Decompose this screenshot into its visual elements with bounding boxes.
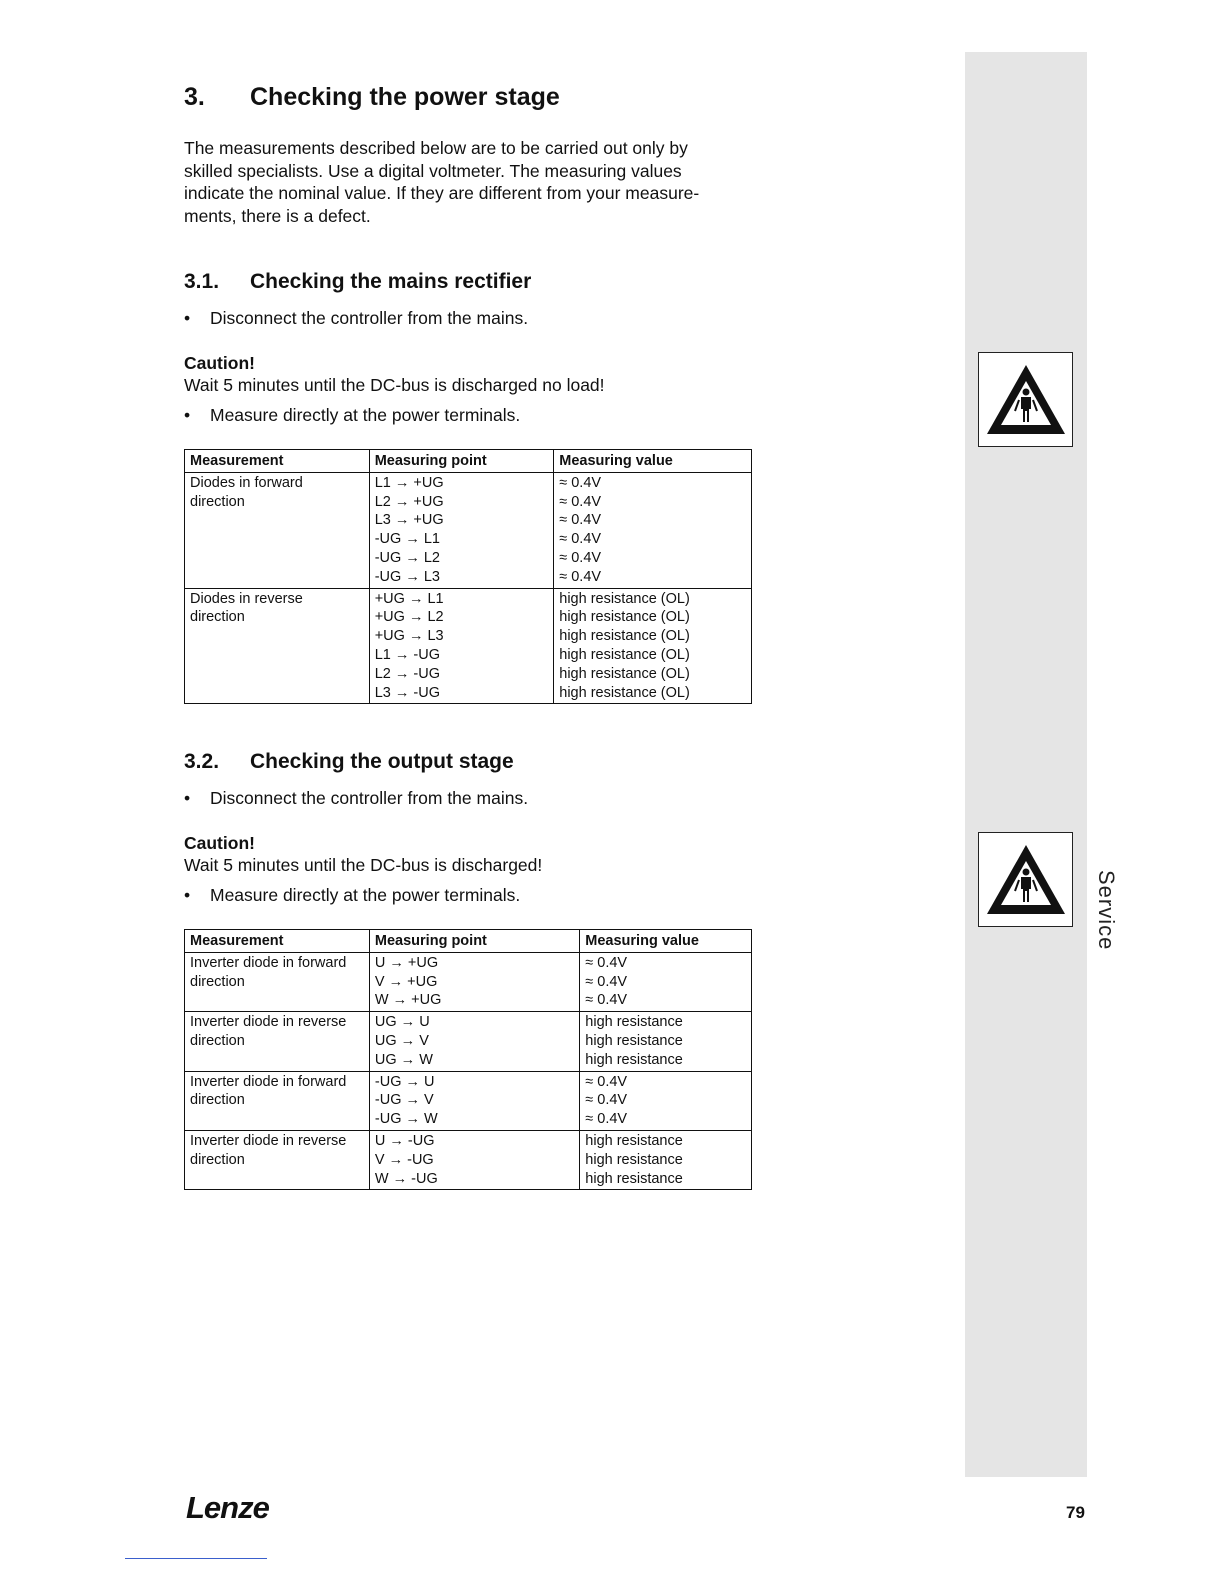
table-row	[185, 1071, 752, 1130]
subsection-title: Checking the output stage	[250, 750, 514, 773]
cell-line: ≈ 0.4V	[585, 992, 628, 1009]
lenze-logo: Lenze	[186, 1490, 269, 1525]
cell-line: ≈ 0.4V	[585, 954, 628, 971]
cell-line: direction	[190, 973, 245, 990]
cell-line: ≈ 0.4V	[559, 531, 602, 548]
cell-line: Inverter diode in forward	[190, 1073, 347, 1090]
measuring-value-cell	[580, 1130, 752, 1189]
page-number: 79	[1066, 1503, 1085, 1522]
page-title	[184, 83, 560, 112]
table-header-row	[185, 930, 752, 953]
cell-line: Diodes in reverse	[190, 590, 303, 607]
cell-line: high resistance (OL)	[559, 590, 690, 607]
column-header: Measuring point	[369, 930, 579, 953]
measuring-point-cell	[369, 1071, 579, 1130]
cell-line: +UG → L3	[374, 628, 444, 645]
cell-line: high resistance (OL)	[559, 665, 690, 682]
bullet-icon: •	[184, 405, 191, 425]
caution-text: Wait 5 minutes until the DC-bus is discharged!	[184, 855, 543, 875]
intro-line: skilled specialists. Use a digital voltmeter. The measuring values	[184, 160, 682, 181]
table-row	[185, 472, 752, 588]
measuring-point-cell	[369, 1012, 579, 1071]
bullet-text: Disconnect the controller from the mains.	[210, 308, 529, 328]
cell-line: Inverter diode in reverse	[190, 1132, 347, 1149]
measuring-value-cell	[554, 588, 752, 704]
cell-line: U → -UG	[374, 1132, 435, 1149]
subsection-heading	[184, 270, 531, 294]
cell-line: V → +UG	[374, 973, 438, 990]
measuring-value-cell	[580, 952, 752, 1011]
table-header-row	[185, 450, 752, 473]
footer-rule	[125, 1558, 267, 1559]
bullet-icon: •	[184, 788, 191, 808]
cell-line: ≈ 0.4V	[585, 1073, 628, 1090]
cell-line: Inverter diode in reverse	[190, 1014, 347, 1031]
warning-triangle-icon	[984, 842, 1068, 918]
cell-line: -UG → L1	[374, 531, 440, 548]
sidebar-section-label: Service	[1094, 870, 1119, 951]
cell-line: high resistance	[585, 1151, 683, 1168]
measuring-value-cell	[580, 1071, 752, 1130]
cell-line: ≈ 0.4V	[559, 568, 602, 585]
caution-title: Caution!	[184, 833, 255, 853]
cell-line: high resistance (OL)	[559, 684, 690, 701]
cell-line: UG → U	[374, 1014, 430, 1031]
cell-line: high resistance	[585, 1170, 683, 1187]
warning-sign-1	[978, 352, 1073, 447]
column-header: Measurement	[185, 930, 370, 953]
measurement-cell	[185, 1012, 370, 1071]
rectifier-measurement-table	[184, 449, 752, 704]
cell-line: ≈ 0.4V	[585, 1111, 628, 1128]
cell-line: high resistance (OL)	[559, 628, 690, 645]
cell-line: W → -UG	[374, 1170, 438, 1187]
warning-sign-2	[978, 832, 1073, 927]
table-row	[185, 1012, 752, 1071]
cell-line: L1 → +UG	[374, 474, 444, 491]
measuring-point-cell	[369, 472, 554, 588]
measurement-cell	[185, 1071, 370, 1130]
output-stage-measurement-table	[184, 929, 752, 1190]
cell-line: UG → V	[374, 1032, 429, 1049]
subsection-number: 3.2.	[184, 750, 220, 773]
section-title: Checking the power stage	[250, 83, 560, 111]
cell-line: direction	[190, 1151, 245, 1168]
cell-line: ≈ 0.4V	[585, 973, 628, 990]
cell-line: -UG → W	[374, 1111, 438, 1128]
cell-line: ≈ 0.4V	[559, 493, 602, 510]
cell-line: +UG → L1	[374, 590, 444, 607]
table-row	[185, 952, 752, 1011]
bullet-text: Disconnect the controller from the mains.	[210, 788, 529, 808]
cell-line: W → +UG	[374, 992, 442, 1009]
cell-line: high resistance	[585, 1032, 683, 1049]
cell-line: high resistance	[585, 1014, 683, 1031]
cell-line: high resistance	[585, 1051, 683, 1068]
margin-sidebar	[965, 52, 1087, 1477]
warning-triangle-icon	[984, 362, 1068, 438]
measurement-cell	[185, 472, 370, 588]
cell-line: L2 → -UG	[374, 665, 440, 682]
cell-line: L3 → +UG	[374, 512, 444, 529]
bullet-icon: •	[184, 308, 191, 328]
measurement-cell	[185, 588, 370, 704]
cell-line: -UG → L2	[374, 549, 440, 566]
intro-paragraph	[184, 137, 699, 227]
cell-line: high resistance (OL)	[559, 646, 690, 663]
cell-line: direction	[190, 493, 245, 510]
cell-line: -UG → V	[374, 1092, 434, 1109]
subsection-title: Checking the mains rectifier	[250, 270, 532, 293]
cell-line: direction	[190, 609, 245, 626]
column-header: Measuring point	[369, 450, 554, 473]
cell-line: ≈ 0.4V	[559, 474, 602, 491]
subsection-number: 3.1.	[184, 270, 220, 293]
cell-line: L2 → +UG	[374, 493, 444, 510]
measuring-point-cell	[369, 952, 579, 1011]
table-row	[185, 1130, 752, 1189]
measurement-cell	[185, 1130, 370, 1189]
cell-line: high resistance	[585, 1132, 683, 1149]
cell-line: UG → W	[374, 1051, 433, 1068]
cell-line: high resistance (OL)	[559, 609, 690, 626]
section-number: 3.	[184, 83, 205, 111]
bullet-item	[184, 405, 520, 426]
cell-line: L3 → -UG	[374, 684, 440, 701]
cell-line: Diodes in forward	[190, 474, 303, 491]
column-header: Measuring value	[580, 930, 752, 953]
intro-line: The measurements described below are to be carried out only by	[184, 138, 688, 158]
cell-line: V → -UG	[374, 1151, 434, 1168]
cell-line: direction	[190, 1032, 245, 1049]
cell-line: ≈ 0.4V	[585, 1092, 628, 1109]
intro-line: indicate the nominal value. If they are different from your measure-	[184, 183, 700, 203]
cell-line: -UG → L3	[374, 568, 440, 585]
intro-line: ments, there is a defect.	[184, 205, 371, 226]
measuring-value-cell	[554, 472, 752, 588]
cell-line: L1 → -UG	[374, 646, 440, 663]
cell-line: Inverter diode in forward	[190, 954, 347, 971]
cell-line: ≈ 0.4V	[559, 549, 602, 566]
bullet-text: Measure directly at the power terminals.	[210, 885, 521, 905]
measurement-cell	[185, 952, 370, 1011]
column-header: Measurement	[185, 450, 370, 473]
bullet-item	[184, 308, 528, 329]
table-row	[185, 588, 752, 704]
caution-text: Wait 5 minutes until the DC-bus is discharged no load!	[184, 375, 605, 395]
cell-line: -UG → U	[374, 1073, 435, 1090]
column-header: Measuring value	[554, 450, 752, 473]
measuring-point-cell	[369, 1130, 579, 1189]
bullet-item	[184, 788, 528, 809]
cell-line: +UG → L2	[374, 609, 444, 626]
bullet-text: Measure directly at the power terminals.	[210, 405, 521, 425]
bullet-item	[184, 885, 520, 906]
cell-line: U → +UG	[374, 954, 439, 971]
measuring-value-cell	[580, 1012, 752, 1071]
subsection-heading	[184, 750, 514, 774]
cell-line: direction	[190, 1092, 245, 1109]
measuring-point-cell	[369, 588, 554, 704]
bullet-icon: •	[184, 885, 191, 905]
caution-title: Caution!	[184, 353, 255, 373]
cell-line: ≈ 0.4V	[559, 512, 602, 529]
